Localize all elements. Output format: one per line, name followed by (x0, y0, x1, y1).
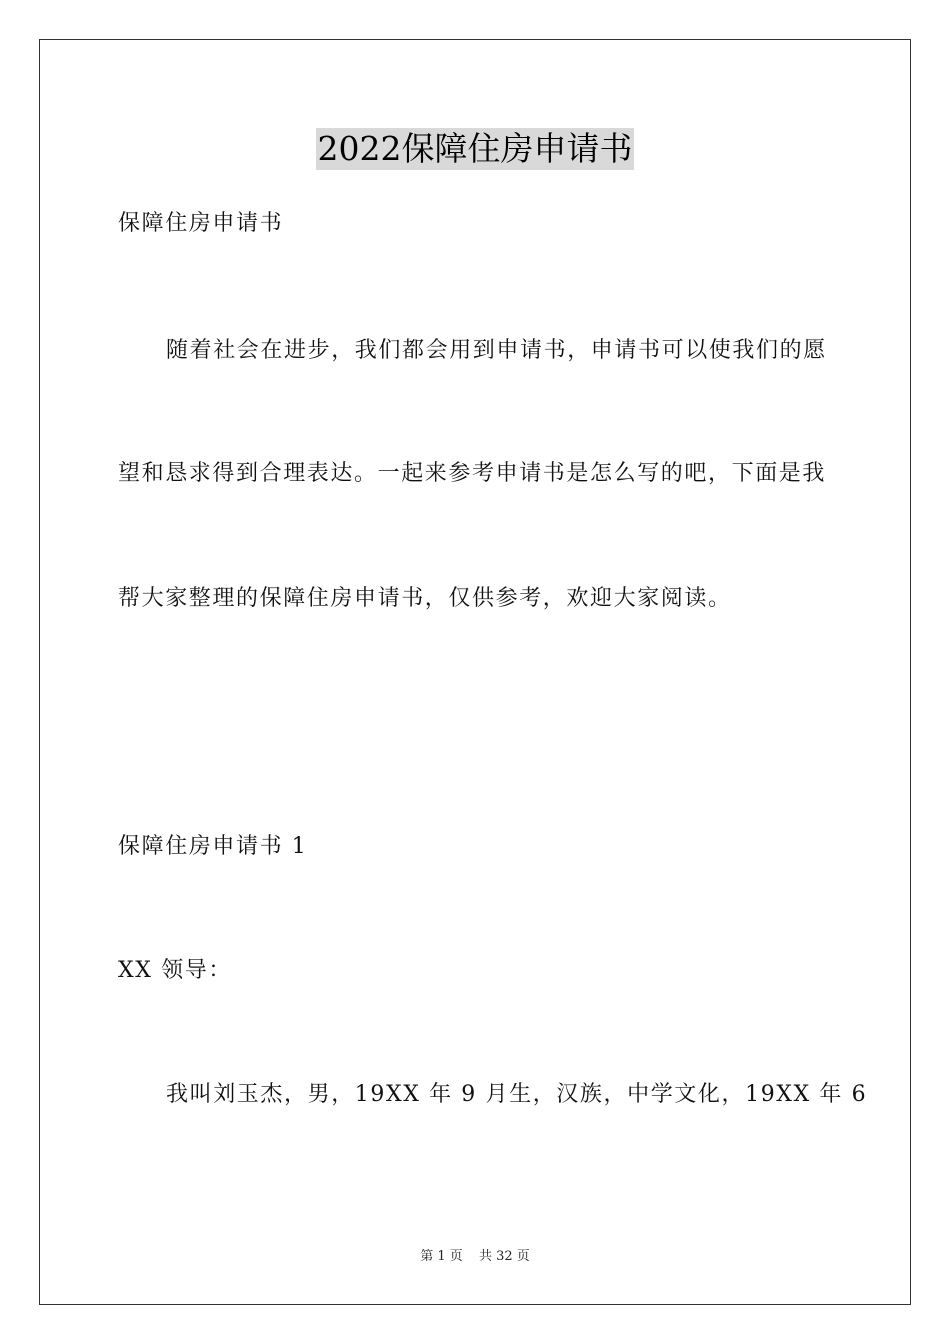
title-container (0, 128, 950, 170)
body-line: 我叫刘玉杰，男，19XX 年 9 月生，汉族，中学文化，19XX 年 6 (166, 1082, 868, 1107)
document-title: 2022保障住房申请书 (317, 129, 633, 168)
section-heading: 保障住房申请书 1 (118, 834, 308, 859)
paragraph-line-2: 望和恳求得到合理表达。一起来参考申请书是怎么写的吧，下面是我 (118, 461, 827, 486)
paragraph-line-3: 帮大家整理的保障住房申请书，仅供参考，欢迎大家阅读。 (118, 586, 732, 611)
page-total: 共 32 页 (478, 1249, 530, 1264)
page-footer (0, 1248, 950, 1266)
paragraph-line-1: 随着社会在进步，我们都会用到申请书，申请书可以使我们的愿 (166, 338, 827, 363)
page-number: 第 1 页 (420, 1249, 463, 1264)
subtitle-line: 保障住房申请书 (118, 211, 284, 236)
salutation: XX 领导： (118, 958, 232, 983)
